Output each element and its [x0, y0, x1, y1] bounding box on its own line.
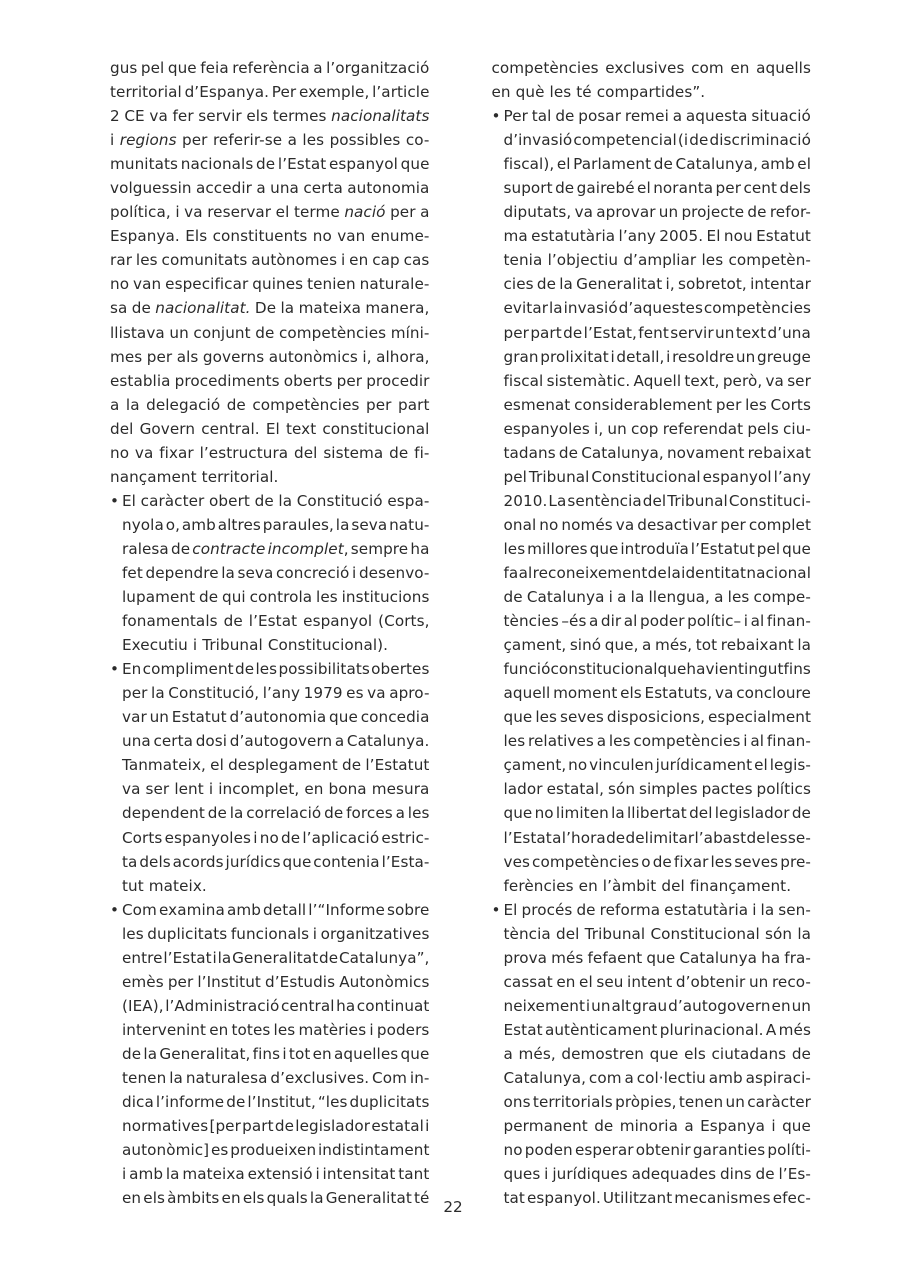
text-line: volguessin accedir a una certa autonomia — [110, 179, 430, 198]
text-line: Corts espanyoles i no de l’aplicació estric- — [122, 828, 430, 847]
text-line: permanent de minoria a Espanya i que — [503, 1117, 811, 1136]
text-line: prova més fefaent que Catalunya ha fra- — [503, 948, 811, 967]
text-line: espanyoles i, un cop referendat pels ciu- — [503, 419, 811, 438]
bullet-marker: • — [491, 107, 501, 126]
text-line: del Govern central. El text constitucional — [110, 419, 430, 438]
bullet-marker: • — [110, 900, 120, 919]
text-line: Per tal de posar remei a aquesta situació — [503, 107, 811, 126]
text-line: l’Estat a l’hora de delimitar l’abast de les se- — [503, 828, 811, 847]
text-line: i amb la mateixa extensió i intensitat tant — [122, 1165, 430, 1184]
text-line: Catalunya, com a col·lectiu amb aspiraci- — [503, 1068, 811, 1087]
text-line: per part de l’Estat, fent servir un text d’una — [503, 323, 811, 342]
text-line: çament, no vinculen jurídicament el legis- — [503, 756, 811, 775]
text-line: territorial d’Espanya. Per exemple, l’article — [110, 83, 430, 102]
text-line: rar les comunitats autònomes i en cap cas — [110, 251, 430, 270]
text-line: gran prolixitat i detall, i resoldre un greuge — [503, 347, 811, 366]
text-line: per la Constitució, l’any 1979 es va apro- — [122, 684, 430, 703]
text-line: ferències en l’àmbit del finançament. — [503, 876, 792, 895]
bullet-marker: • — [110, 660, 120, 679]
text-line: var un Estatut d’autonomia que concedia — [122, 708, 430, 727]
text-line: tenen la naturalesa d’exclusives. Com in- — [122, 1068, 430, 1087]
text-line: dependent de la correlació de forces a les — [122, 804, 430, 823]
text-line: gus pel que feia referència a l’organització — [110, 59, 430, 77]
text-line: Com examina amb detall l’“Informe sobre — [122, 900, 430, 919]
text-line: no poden esperar obtenir garanties políti- — [503, 1141, 811, 1160]
text-line: política, i va reservar el terme nació per a — [110, 203, 430, 222]
text-line: de Catalunya i a la llengua, a les compe- — [503, 588, 811, 607]
text-line: ralesa de contracte incomplet, sempre ha — [122, 539, 430, 558]
text-line: tència del Tribunal Constitucional són la — [503, 924, 811, 943]
text-line: d’invasió competencial (i de discriminació — [503, 131, 811, 150]
text-line: neixement i un alt grau d’autogovern en un — [503, 996, 811, 1015]
text-line: tències –és a dir al poder polític– i al finan- — [503, 612, 811, 631]
text-line: fiscal), el Parlament de Catalunya, amb el — [503, 155, 811, 174]
text-line: competències exclusives com en aquells — [491, 59, 811, 77]
text-line: çament, sinó que, a més, tot rebaixant la — [503, 636, 811, 655]
text-line: mes per als governs autonòmics i, alhora, — [110, 347, 430, 366]
text-line: autonòmic] es produeixen indistintament — [122, 1141, 430, 1160]
text-line: no va fixar l’estructura del sistema de fi- — [110, 443, 430, 462]
text-line: que les seves disposicions, especialment — [503, 708, 811, 727]
bullet-marker: • — [110, 491, 120, 510]
text-line: les millores que introduïa l’Estatut pel que — [503, 539, 811, 558]
text-line: llistava un conjunt de competències míni- — [110, 323, 430, 342]
text-line: aquell moment els Estatuts, va concloure — [503, 684, 811, 703]
text-line: emès per l’Institut d’Estudis Autonòmics — [122, 972, 430, 991]
text-line: diputats, va aprovar un projecte de refor- — [503, 203, 811, 222]
text-line: ves competències o de fixar les seves pre- — [503, 852, 811, 871]
text-line: suport de gairebé el noranta per cent dels — [503, 179, 811, 198]
text-line: una certa dosi d’autogovern a Catalunya. — [122, 732, 430, 751]
bullet-paragraph — [492, 104, 812, 898]
text-line: no van especificar quines tenien naturale- — [110, 275, 430, 294]
text-line: tenia l’objectiu d’ampliar les competèn- — [503, 251, 811, 270]
text-line: en els àmbits en els quals la Generalitat té — [122, 1189, 430, 1208]
text-line: nyola o, amb altres paraules, la seva natu- — [122, 515, 430, 534]
text-line: normatives [per part de legislador estatal i — [122, 1117, 430, 1136]
bullet-paragraph — [110, 657, 430, 897]
page-number: 22 — [443, 1198, 463, 1216]
bullet-paragraph — [110, 489, 430, 657]
text-line: lador estatal, són simples pactes polítics — [503, 780, 811, 799]
text-line: onal no només va desactivar per complet — [503, 515, 811, 534]
text-line: fet dependre la seva concreció i desenvo- — [122, 563, 430, 582]
text-line: en què les té compartides”. — [491, 83, 706, 102]
text-line: El caràcter obert de la Constitució espa- — [122, 491, 430, 510]
bullet-paragraph — [110, 898, 430, 1211]
text-line: 2010. La sentència del Tribunal Constituci- — [503, 491, 811, 510]
text-line: nançament territorial. — [110, 467, 279, 486]
text-line: tut mateix. — [122, 876, 207, 895]
left-text-column — [110, 56, 430, 1208]
text-line: ques i jurídiques adequades dins de l’Es- — [503, 1165, 811, 1184]
text-line: dica l’informe de l’Institut, “les duplicitats — [122, 1093, 430, 1112]
text-line: El procés de reforma estatutària i la sen- — [503, 900, 811, 919]
bullet-marker: • — [491, 900, 501, 919]
text-line: establia procediments oberts per procedir — [110, 371, 430, 390]
text-line: sa de nacionalitat. De la mateixa manera, — [110, 299, 430, 318]
text-line: cies de la Generalitat i, sobretot, intentar — [503, 275, 811, 294]
text-line: a la delegació de competències per part — [110, 395, 430, 414]
text-line: funció constitucional que havien tingut fins — [503, 660, 811, 679]
text-line: de la Generalitat, fins i tot en aquelles que — [122, 1044, 430, 1063]
text-line: ons territorials pròpies, tenen un caràcter — [503, 1093, 811, 1112]
text-line: intervenint en totes les matèries i poders — [122, 1020, 430, 1039]
text-line: esmenat considerablement per les Corts — [503, 395, 811, 414]
text-line: les relatives a les competències i al finan- — [503, 732, 811, 751]
text-line: va ser lent i incomplet, en bona mesura — [122, 780, 430, 799]
text-line: 2 CE va fer servir els termes nacionalitats — [110, 107, 430, 126]
text-line: En compliment de les possibilitats obertes — [122, 660, 430, 679]
text-line: i regions per referir-se a les possibles co- — [110, 131, 430, 150]
continued-paragraph — [110, 56, 430, 489]
text-line: a més, demostren que els ciutadans de — [503, 1044, 811, 1063]
text-line: evitar la invasió d’aquestes competències — [503, 299, 811, 318]
text-line: fa al reconeixement de la identitat nacional — [503, 563, 811, 582]
text-line: entre l’Estat i la Generalitat de Catalunya”, — [122, 948, 430, 967]
text-line: Estat autènticament plurinacional. A més — [503, 1020, 811, 1039]
text-line: tadans de Catalunya, novament rebaixat — [503, 443, 811, 462]
text-line: ta dels acords jurídics que contenia l’Esta- — [122, 852, 430, 871]
text-line: cassat en el seu intent d’obtenir un reco- — [503, 972, 811, 991]
bullet-paragraph — [492, 898, 812, 1211]
text-line: Espanya. Els constituents no van enume- — [110, 227, 430, 246]
text-line: munitats nacionals de l’Estat espanyol que — [110, 155, 430, 174]
right-text-column — [491, 56, 812, 1208]
text-line: (IEA), l’Administració central ha continuat — [122, 996, 430, 1015]
text-line: fiscal sistemàtic. Aquell text, però, va ser — [503, 371, 811, 390]
continued-paragraph — [492, 56, 812, 104]
text-line: fonamentals de l’Estat espanyol (Corts, — [122, 612, 430, 631]
text-line: les duplicitats funcionals i organitzatives — [122, 924, 430, 943]
text-line: pel Tribunal Constitucional espanyol l’any — [503, 467, 811, 486]
text-line: que no limiten la llibertat del legislador de — [503, 804, 811, 823]
text-line: tat espanyol. Utilitzant mecanismes efec- — [503, 1189, 811, 1208]
text-line: Tanmateix, el desplegament de l’Estatut — [122, 756, 430, 775]
text-line: lupament de qui controla les institucions — [122, 588, 430, 607]
text-line: Executiu i Tribunal Constitucional). — [122, 636, 389, 655]
text-line: ma estatutària l’any 2005. El nou Estatut — [503, 227, 811, 246]
